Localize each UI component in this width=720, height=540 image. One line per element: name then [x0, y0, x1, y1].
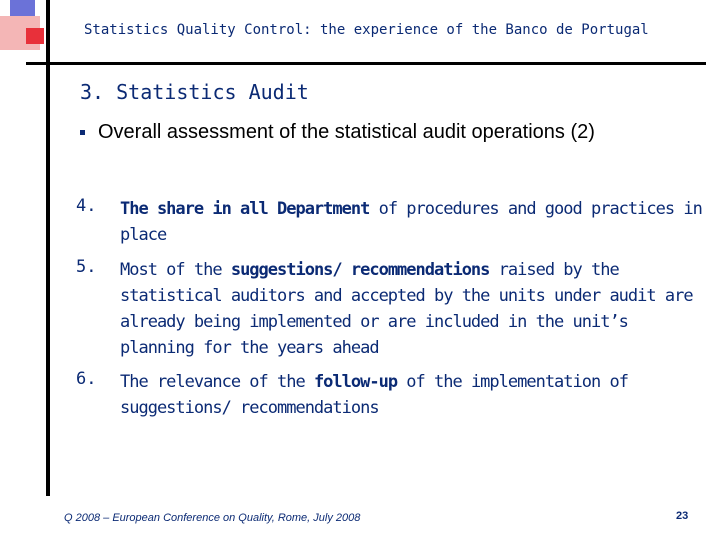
list-item-text-run: of procedures and good practices in place [120, 199, 702, 245]
footer-text: Q 2008 – European Conference on Quality, Rome, July 2008 [64, 512, 361, 524]
list-item-text-run: The relevance of the [120, 372, 314, 392]
list-item-number: 5. [76, 257, 97, 277]
list-item-number: 4. [76, 196, 97, 216]
list-item-text-bold: suggestions/ recommendations [230, 260, 490, 280]
list-item-text-run: Most of the [120, 260, 231, 280]
section-title: 3. Statistics Audit [80, 80, 309, 104]
decor-horizontal-rule [26, 62, 706, 65]
decor-vertical-rule [46, 0, 50, 496]
list-item-text-bold: follow-up [313, 372, 398, 392]
bullet-text: Overall assessment of the statistical audit operations (2) [98, 121, 595, 143]
list-item-text-run: raised by the statistical auditors and accepted by the units under audit are already being implemented or are included in the unit’s planning for the years ahead [120, 260, 693, 358]
list-item-text-bold: The share in all Department [120, 199, 370, 219]
decor-red-square [26, 28, 44, 44]
list-item-text [120, 196, 710, 248]
page-number: 23 [676, 510, 689, 522]
square-bullet-icon [80, 130, 85, 135]
slide-header-title: Statistics Quality Control: the experience of the Banco de Portugal [84, 22, 649, 38]
list-item-text-run: of the implementation of suggestions/ recommendations [120, 372, 628, 418]
list-item-text [120, 257, 710, 361]
list-item-text [120, 369, 710, 421]
list-item-number: 6. [76, 369, 97, 389]
